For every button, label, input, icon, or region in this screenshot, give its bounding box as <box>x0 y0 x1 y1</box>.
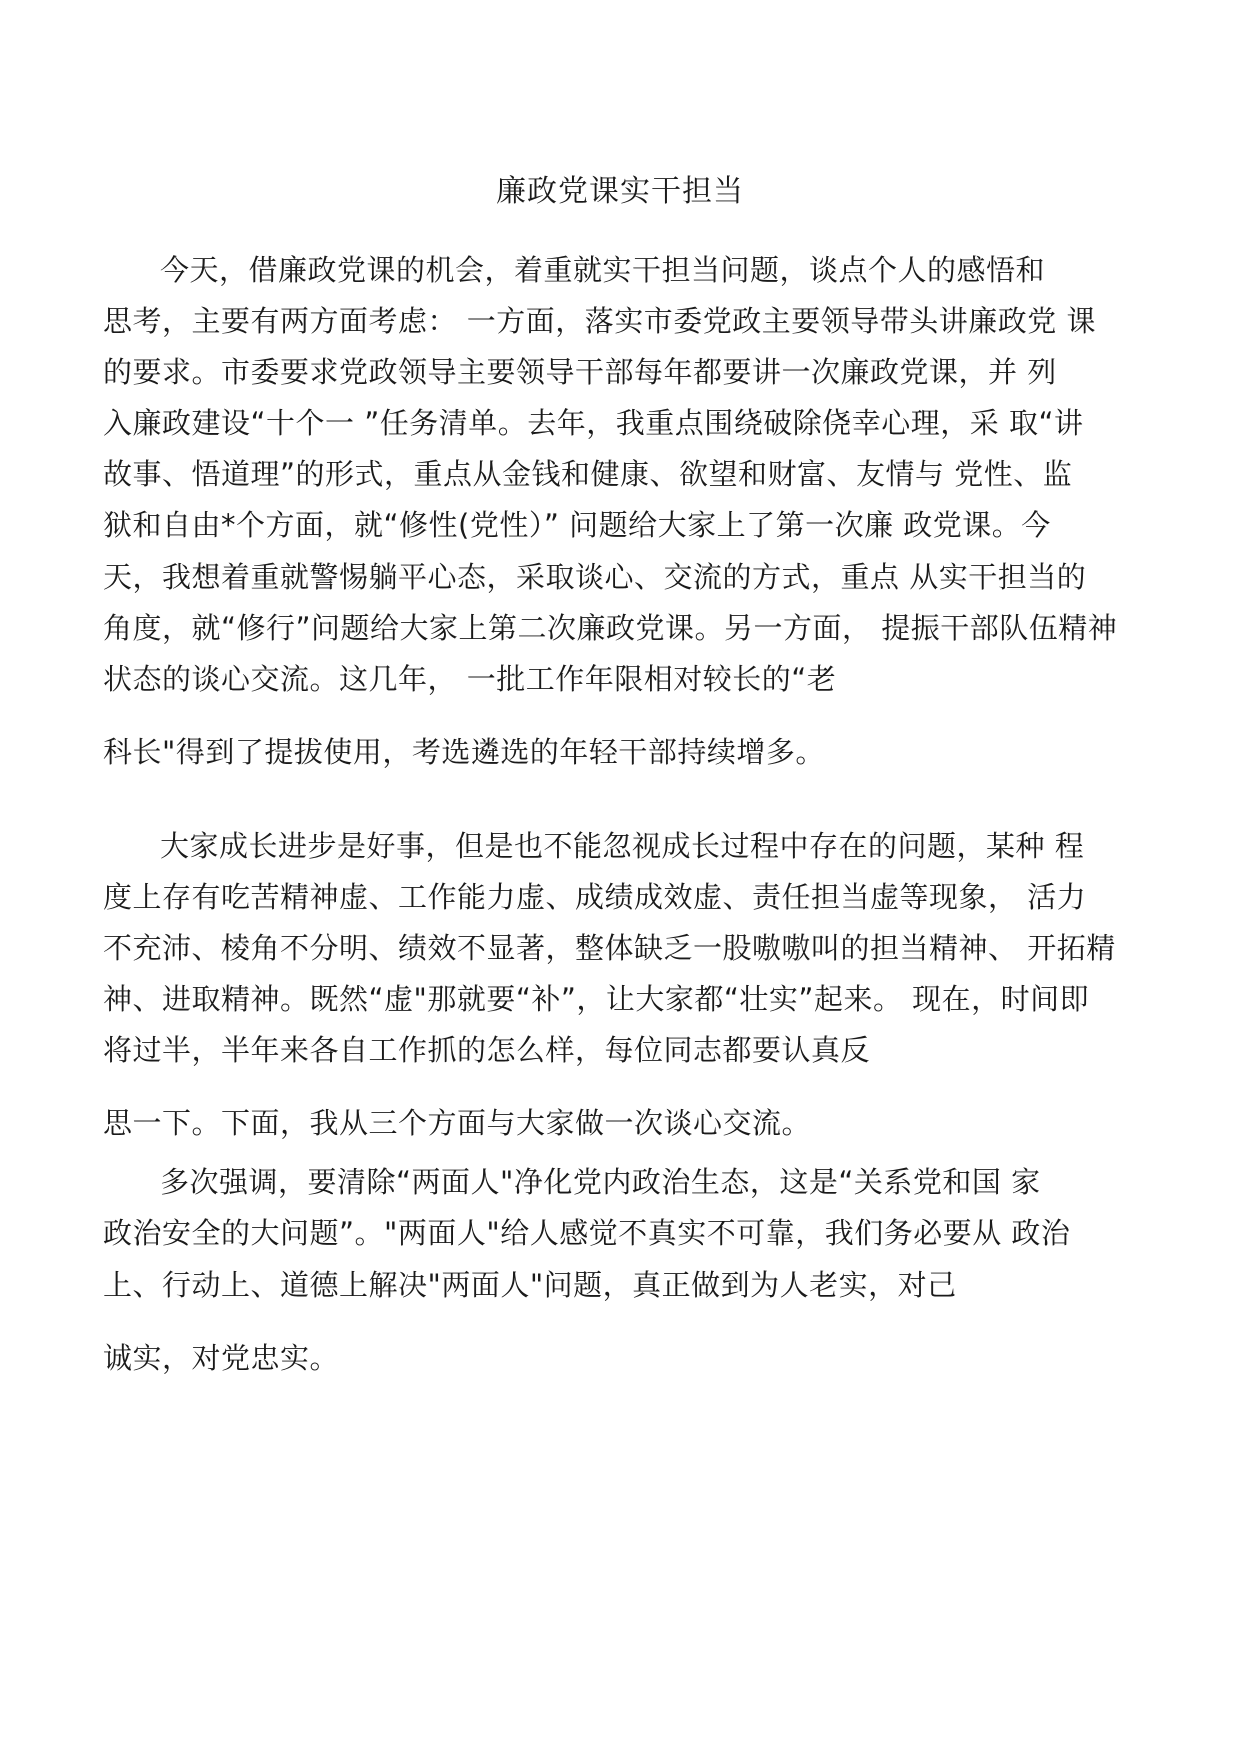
paragraph-line: 入廉政建设“十个一 ”任务清单。去年，我重点围绕破除侥幸心理，采 取“讲 <box>103 406 1084 440</box>
paragraph-line: 故事、悟道理”的形式，重点从金钱和健康、欲望和财富、友情与 党性、监 <box>103 457 1073 491</box>
paragraph-line: 状态的谈心交流。这几年， 一批工作年限相对较长的“老 <box>103 662 837 696</box>
paragraph-line: 科长"得到了提拔使用，考选遴选的年轻干部持续增多。 <box>103 735 825 769</box>
paragraph-line: 思考，主要有两方面考虑： 一方面，落实市委党政主要领导带头讲廉政党 课 <box>103 304 1096 338</box>
paragraph-line: 将过半，半年来各自工作抓的怎么样，每位同志都要认真反 <box>103 1033 871 1067</box>
paragraph-line: 狱和自由*个方面，就“修性(党性）” 问题给大家上了第一次廉 政党课。今 <box>103 508 1051 542</box>
paragraph-line: 大家成长进步是好事，但是也不能忽视成长过程中存在的问题，某种 程 <box>160 829 1085 863</box>
paragraph-line: 多次强调，要清除“两面人"净化党内政治生态，这是“关系党和国 家 <box>160 1165 1041 1199</box>
paragraph-line: 神、进取精神。既然“虚"那就要“补”，让大家都“壮实”起来。 现在，时间即 <box>103 982 1090 1016</box>
paragraph-line: 思一下。下面，我从三个方面与大家做一次谈心交流。 <box>103 1106 812 1140</box>
paragraph-line: 度上存有吃苦精神虚、工作能力虚、成绩成效虚、责任担当虚等现象， 活力 <box>103 880 1087 914</box>
document-title: 廉政党课实干担当 <box>496 174 744 209</box>
paragraph-line: 上、行动上、道德上解决"两面人"问题，真正做到为人老实，对己 <box>103 1268 957 1302</box>
paragraph-line: 天，我想着重就警惕躺平心态，采取谈心、交流的方式，重点 从实干担当的 <box>103 560 1087 594</box>
paragraph-line: 不充沛、棱角不分明、绩效不显著，整体缺乏一股嗷嗷叫的担当精神、 开拓精 <box>103 931 1116 965</box>
paragraph-line: 政治安全的大问题”。"两面人"给人感觉不真实不可靠，我们务必要从 政治 <box>103 1216 1071 1250</box>
paragraph-line: 今天，借廉政党课的机会，着重就实干担当问题，谈点个人的感悟和 <box>160 253 1046 287</box>
paragraph-line: 的要求。市委要求党政领导主要领导干部每年都要讲一次廉政党课，并 列 <box>103 355 1057 389</box>
paragraph-line: 角度，就“修行”问题给大家上第二次廉政党课。另一方面， 提振干部队伍精神 <box>103 611 1118 645</box>
paragraph-line: 诚实，对党忠实。 <box>103 1341 340 1375</box>
